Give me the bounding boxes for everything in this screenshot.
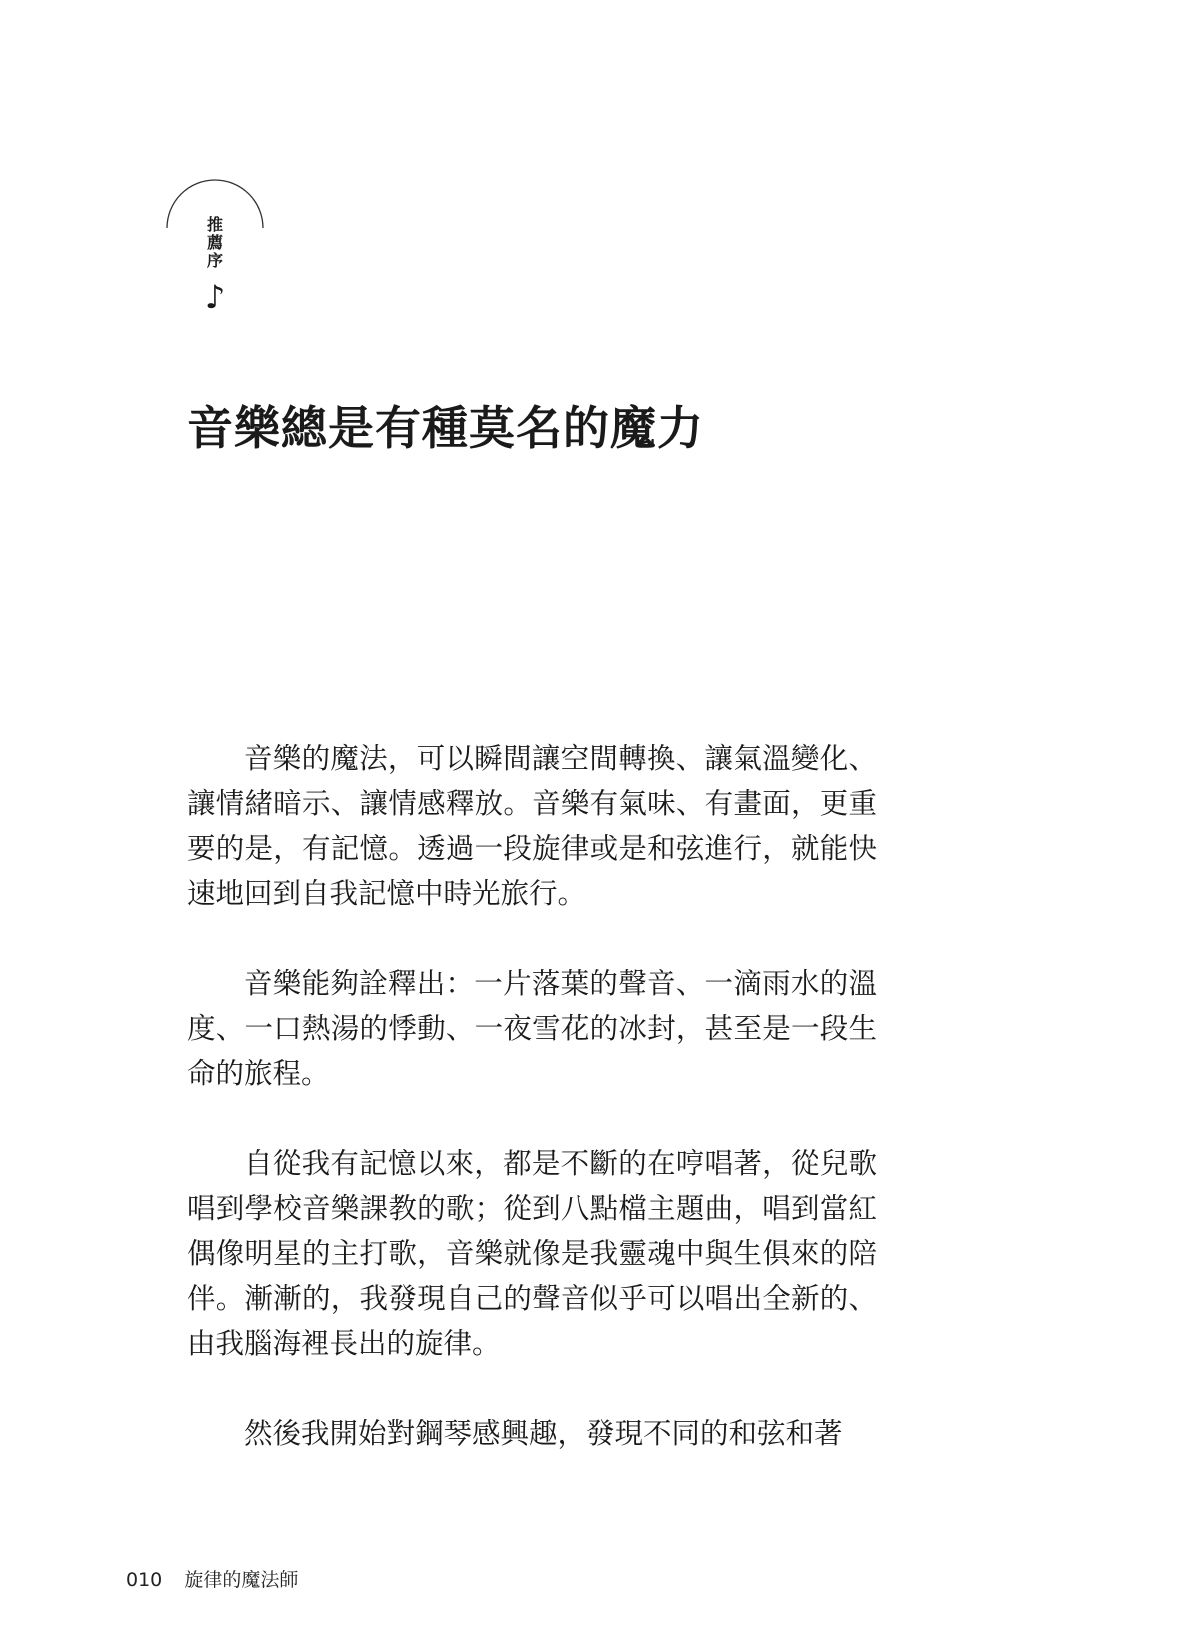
- section-label-char: 薦: [206, 233, 223, 252]
- page-number: 010: [126, 1569, 163, 1591]
- section-label-char: 推: [206, 215, 223, 234]
- eighth-note-icon: ♪: [204, 278, 226, 316]
- body-text: [187, 736, 877, 1456]
- paragraph: 自從我有記憶以來，都是不斷的在哼唱著，從兒歌唱到學校音樂課教的歌；從到八點檔主題曲，唱到當紅偶像明星的主打歌，音樂就像是我靈魂中與生俱來的陪伴。漸漸的，我發現自己的聲音似乎可以唱出全新的、由我腦海裡長出的旋律。: [187, 1147, 877, 1360]
- chapter-title: 音樂總是有種莫名的魔力: [187, 401, 704, 455]
- page-footer: [126, 1565, 298, 1592]
- section-marker: [165, 178, 265, 328]
- section-label: [201, 216, 229, 270]
- book-title: 旋律的魔法師: [184, 1569, 299, 1591]
- section-label-char: 序: [206, 251, 223, 270]
- paragraph: 然後我開始對鋼琴感興趣，發現不同的和弦和著: [244, 1417, 843, 1450]
- paragraph: 音樂能夠詮釋出：一片落葉的聲音、一滴雨水的溫度、一口熱湯的悸動、一夜雪花的冰封，甚至是一段生命的旅程。: [187, 967, 877, 1090]
- paragraph: 音樂的魔法，可以瞬間讓空間轉換、讓氣溫變化、讓情緒暗示、讓情感釋放。音樂有氣味、有畫面，更重要的是，有記憶。透過一段旋律或是和弦進行，就能快速地回到自我記憶中時光旅行。: [187, 742, 877, 910]
